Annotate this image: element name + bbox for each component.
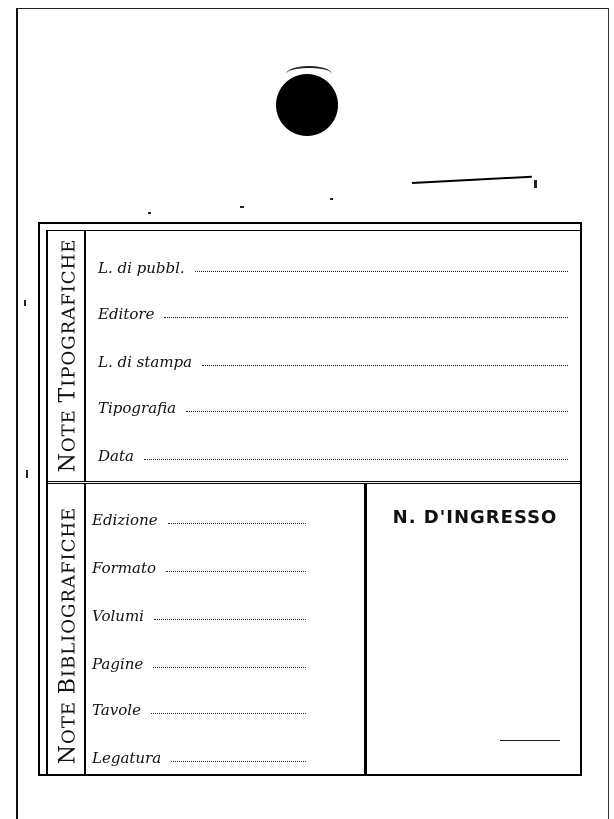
dotted-line — [168, 522, 306, 524]
field-label: L. di stampa — [98, 353, 193, 371]
dotted-line — [171, 760, 306, 762]
scan-speck — [330, 198, 333, 200]
scan-speck — [24, 300, 26, 306]
field-label: Data — [98, 447, 134, 465]
section-rule-bibliografiche — [84, 484, 86, 776]
field-label: Formato — [92, 559, 157, 577]
label2-rest: IPOGRAFICHE — [58, 238, 80, 387]
punch-hole — [276, 74, 338, 136]
field-volumi[interactable] — [92, 601, 306, 625]
field-label: Tipografia — [98, 399, 177, 417]
field-luogo-pubblicazione[interactable] — [98, 253, 568, 277]
dotted-line — [186, 410, 568, 412]
dotted-line — [144, 458, 568, 460]
label2-initial: T — [55, 386, 81, 403]
field-label: Legatura — [92, 749, 162, 767]
field-formato[interactable] — [92, 553, 306, 577]
card-inner-frame — [46, 230, 580, 774]
field-legatura[interactable] — [92, 743, 306, 767]
section-divider — [48, 481, 580, 484]
ingresso-title: N. D'INGRESSO — [392, 507, 558, 528]
dotted-line — [164, 316, 568, 318]
section-label-tipografiche — [56, 236, 81, 476]
field-pagine[interactable] — [92, 649, 306, 673]
field-label: Edizione — [92, 511, 158, 529]
section-rule-tipografiche — [84, 231, 86, 481]
field-editore[interactable] — [98, 299, 568, 323]
field-tavole[interactable] — [92, 695, 306, 719]
field-data[interactable] — [98, 441, 568, 465]
field-label: Volumi — [92, 607, 144, 625]
dotted-line — [195, 270, 568, 272]
field-luogo-stampa[interactable] — [98, 347, 568, 371]
dotted-line — [166, 570, 306, 572]
section-label-bibliografiche — [56, 504, 81, 768]
field-label: Tavole — [92, 701, 141, 719]
label2-rest: IBLIOGRAFICHE — [58, 506, 80, 678]
scan-speck — [500, 740, 560, 741]
field-edizione[interactable] — [92, 505, 306, 529]
field-label: Editore — [98, 305, 155, 323]
dotted-line — [151, 712, 306, 714]
scan-speck — [26, 470, 28, 478]
scan-speck — [534, 180, 537, 188]
label-initial: N — [55, 743, 81, 765]
dotted-line — [202, 364, 568, 366]
label-rest: OTE — [58, 701, 80, 744]
scan-speck — [148, 212, 151, 214]
field-label: Pagine — [92, 655, 144, 673]
dotted-line — [153, 666, 306, 668]
label2-initial: B — [55, 677, 81, 695]
field-tipografia[interactable] — [98, 393, 568, 417]
label-rest: OTE — [58, 409, 80, 453]
scan-speck — [240, 206, 244, 208]
catalog-card — [38, 222, 582, 776]
dotted-line — [154, 618, 306, 620]
field-label: L. di pubbl. — [98, 259, 185, 277]
label-initial: N — [55, 452, 81, 473]
